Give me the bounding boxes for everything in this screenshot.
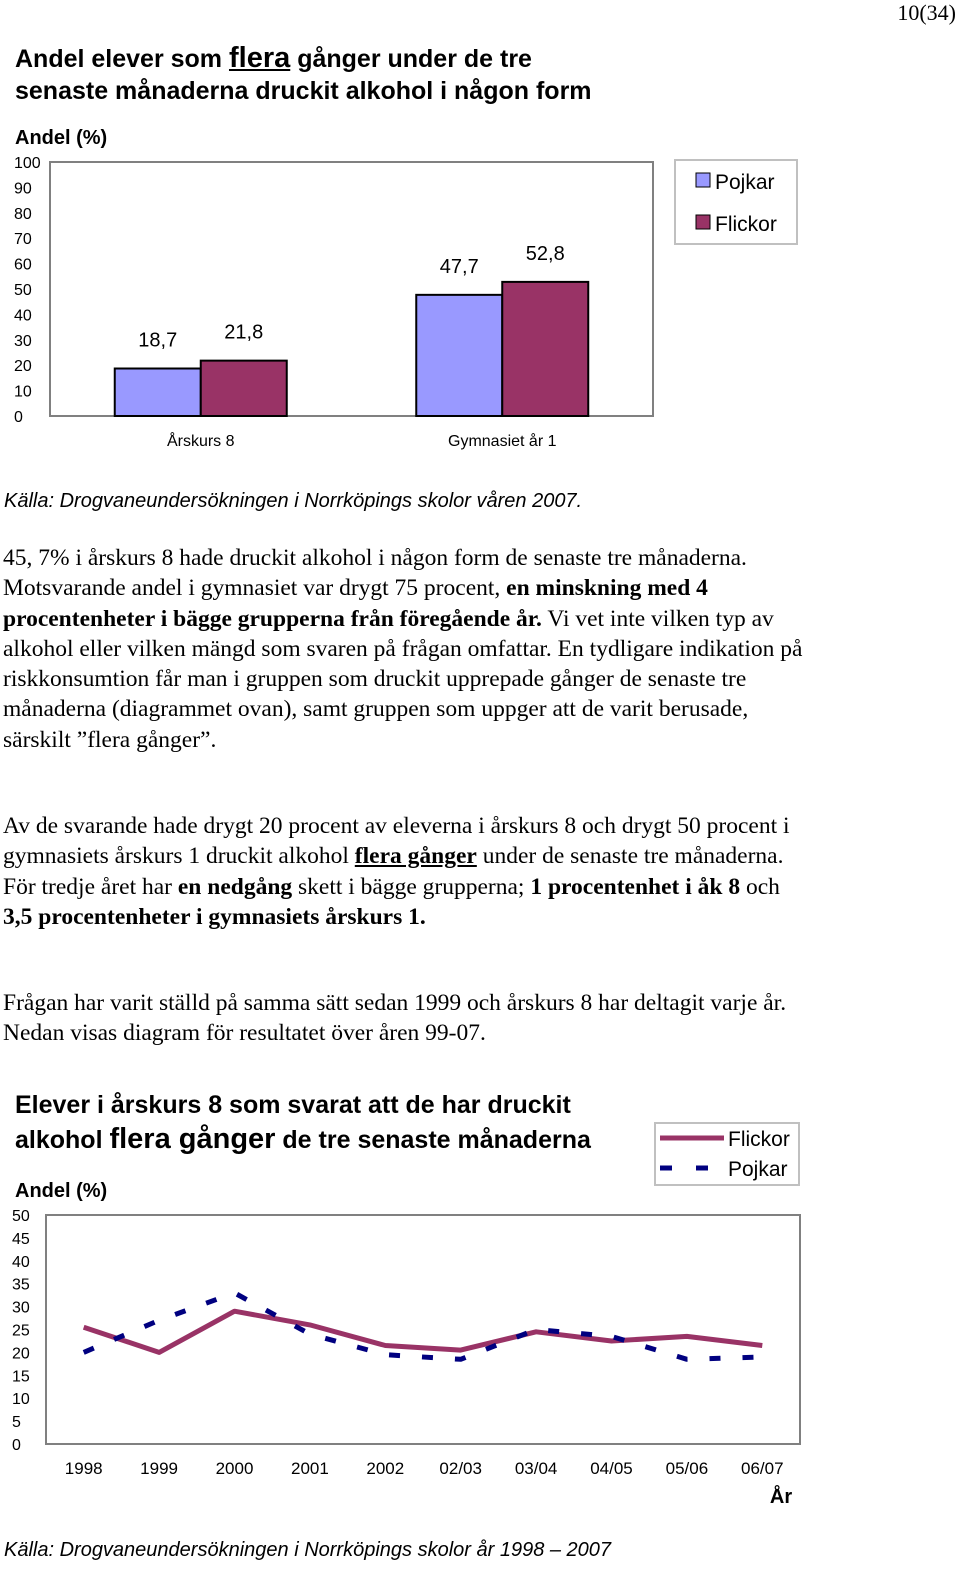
y-tick-label: 30 — [12, 1299, 30, 1317]
title-emphasis: flera gånger — [109, 1123, 276, 1155]
bar-chart-title-line2: senaste månaderna druckit alkohol i någon form — [15, 77, 592, 105]
x-tick-label: 06/07 — [741, 1459, 784, 1478]
x-axis-label: År — [769, 1486, 793, 1508]
plot-area — [46, 1215, 800, 1444]
y-tick-label: 5 — [12, 1414, 21, 1432]
legend-label: Flickor — [728, 1128, 790, 1151]
y-tick-label: 40 — [12, 1253, 30, 1271]
y-tick-label: 20 — [12, 1345, 30, 1363]
x-tick-label: Årskurs 8 — [166, 433, 235, 450]
x-tick-label: 2001 — [290, 1459, 329, 1478]
y-tick-label: 40 — [14, 307, 32, 325]
legend-label: Pojkar — [715, 171, 775, 194]
paragraph-3: Frågan har varit ställd på samma sätt sedan 1999 och årskurs 8 har deltagit varje år. Nedan visas diagram för resultatet över åren 99-07. — [3, 990, 787, 1047]
y-tick-label: 30 — [14, 332, 32, 350]
line-chart-legend — [655, 1123, 799, 1185]
y-tick-label: 10 — [12, 1391, 30, 1409]
title-emphasis: flera — [228, 42, 291, 74]
x-tick-label: 05/06 — [665, 1459, 709, 1478]
page-number: 10(34) — [897, 0, 956, 25]
line-chart-title-line1: Elever i årskurs 8 som svarat att de har druckit — [15, 1091, 571, 1119]
paragraph-1: 45, 7% i årskurs 8 hade druckit alkohol i någon form de senaste tre månaderna. Motsvarande andel i gymnasiet var drygt 75 procent, en minskning med 4 procentenheter i bägge grupperna från föregående år. Vi vet inte vilken typ av alkohol eller vilken mängd som svaren på frågan omfattar. En tydligare indikation på riskkonsumtion får man i gruppen som druckit upprepade gånger de senaste tre månaderna (diagrammet ovan), samt gruppen som uppger att de varit berusade, särskilt ”flera gånger”. — [3, 545, 803, 753]
y-tick-label: 10 — [14, 383, 32, 401]
x-tick-label: 1999 — [140, 1459, 179, 1478]
bar-chart-source: Källa: Drogvaneundersökningen i Norrköpings skolor våren 2007. — [4, 490, 583, 512]
y-tick-label: 70 — [14, 231, 32, 249]
bar-chart-title-line1: Andel elever som flera gånger under de tre — [15, 42, 532, 74]
y-tick-label: 60 — [14, 256, 32, 274]
y-tick-label: 0 — [14, 409, 23, 426]
y-tick-label: 50 — [12, 1208, 30, 1225]
y-tick-label: 100 — [14, 155, 41, 172]
x-tick-label: 04/05 — [590, 1459, 633, 1478]
data-label: 18,7 — [138, 329, 178, 352]
legend-label: Pojkar — [728, 1158, 788, 1181]
y-axis-label: Andel (%) — [15, 127, 108, 149]
x-tick-label: 03/04 — [514, 1459, 558, 1478]
y-tick-label: 15 — [12, 1368, 30, 1386]
x-tick-label: 1998 — [64, 1459, 103, 1478]
y-tick-label: 35 — [12, 1276, 30, 1294]
y-tick-label: 20 — [14, 358, 32, 376]
line-chart-source: Källa: Drogvaneundersökningen i Norrköpings skolor år 1998 – 2007 — [4, 1539, 612, 1561]
line-chart-title-line2: alkohol flera gånger de tre senaste månaderna — [15, 1123, 591, 1155]
data-label: 21,8 — [224, 321, 264, 344]
y-tick-label: 0 — [12, 1437, 21, 1454]
data-label: 47,7 — [439, 255, 479, 278]
x-tick-label: 2000 — [215, 1459, 254, 1478]
y-tick-label: 50 — [14, 282, 32, 299]
y-tick-label: 25 — [12, 1322, 30, 1340]
x-tick-label: 2002 — [366, 1459, 405, 1478]
y-tick-label: 45 — [12, 1230, 30, 1248]
y-axis-label: Andel (%) — [15, 1180, 108, 1202]
x-tick-label: Gymnasiet år 1 — [448, 433, 557, 450]
data-label: 52,8 — [525, 242, 565, 265]
legend-label: Flickor — [715, 213, 777, 236]
y-tick-label: 80 — [14, 205, 32, 223]
paragraph-2: Av de svarande hade drygt 20 procent av eleverna i årskurs 8 och drygt 50 procent i gymnasiets årskurs 1 druckit alkohol flera gånger under de senaste tre månaderna. För tredje året har en nedgång skett i bägge grupperna; 1 procentenhet i åk 8 och 3,5 procentenheter i gymnasiets årskurs 1. — [3, 813, 790, 930]
x-tick-label: 02/03 — [439, 1459, 482, 1478]
y-tick-label: 90 — [14, 180, 32, 198]
